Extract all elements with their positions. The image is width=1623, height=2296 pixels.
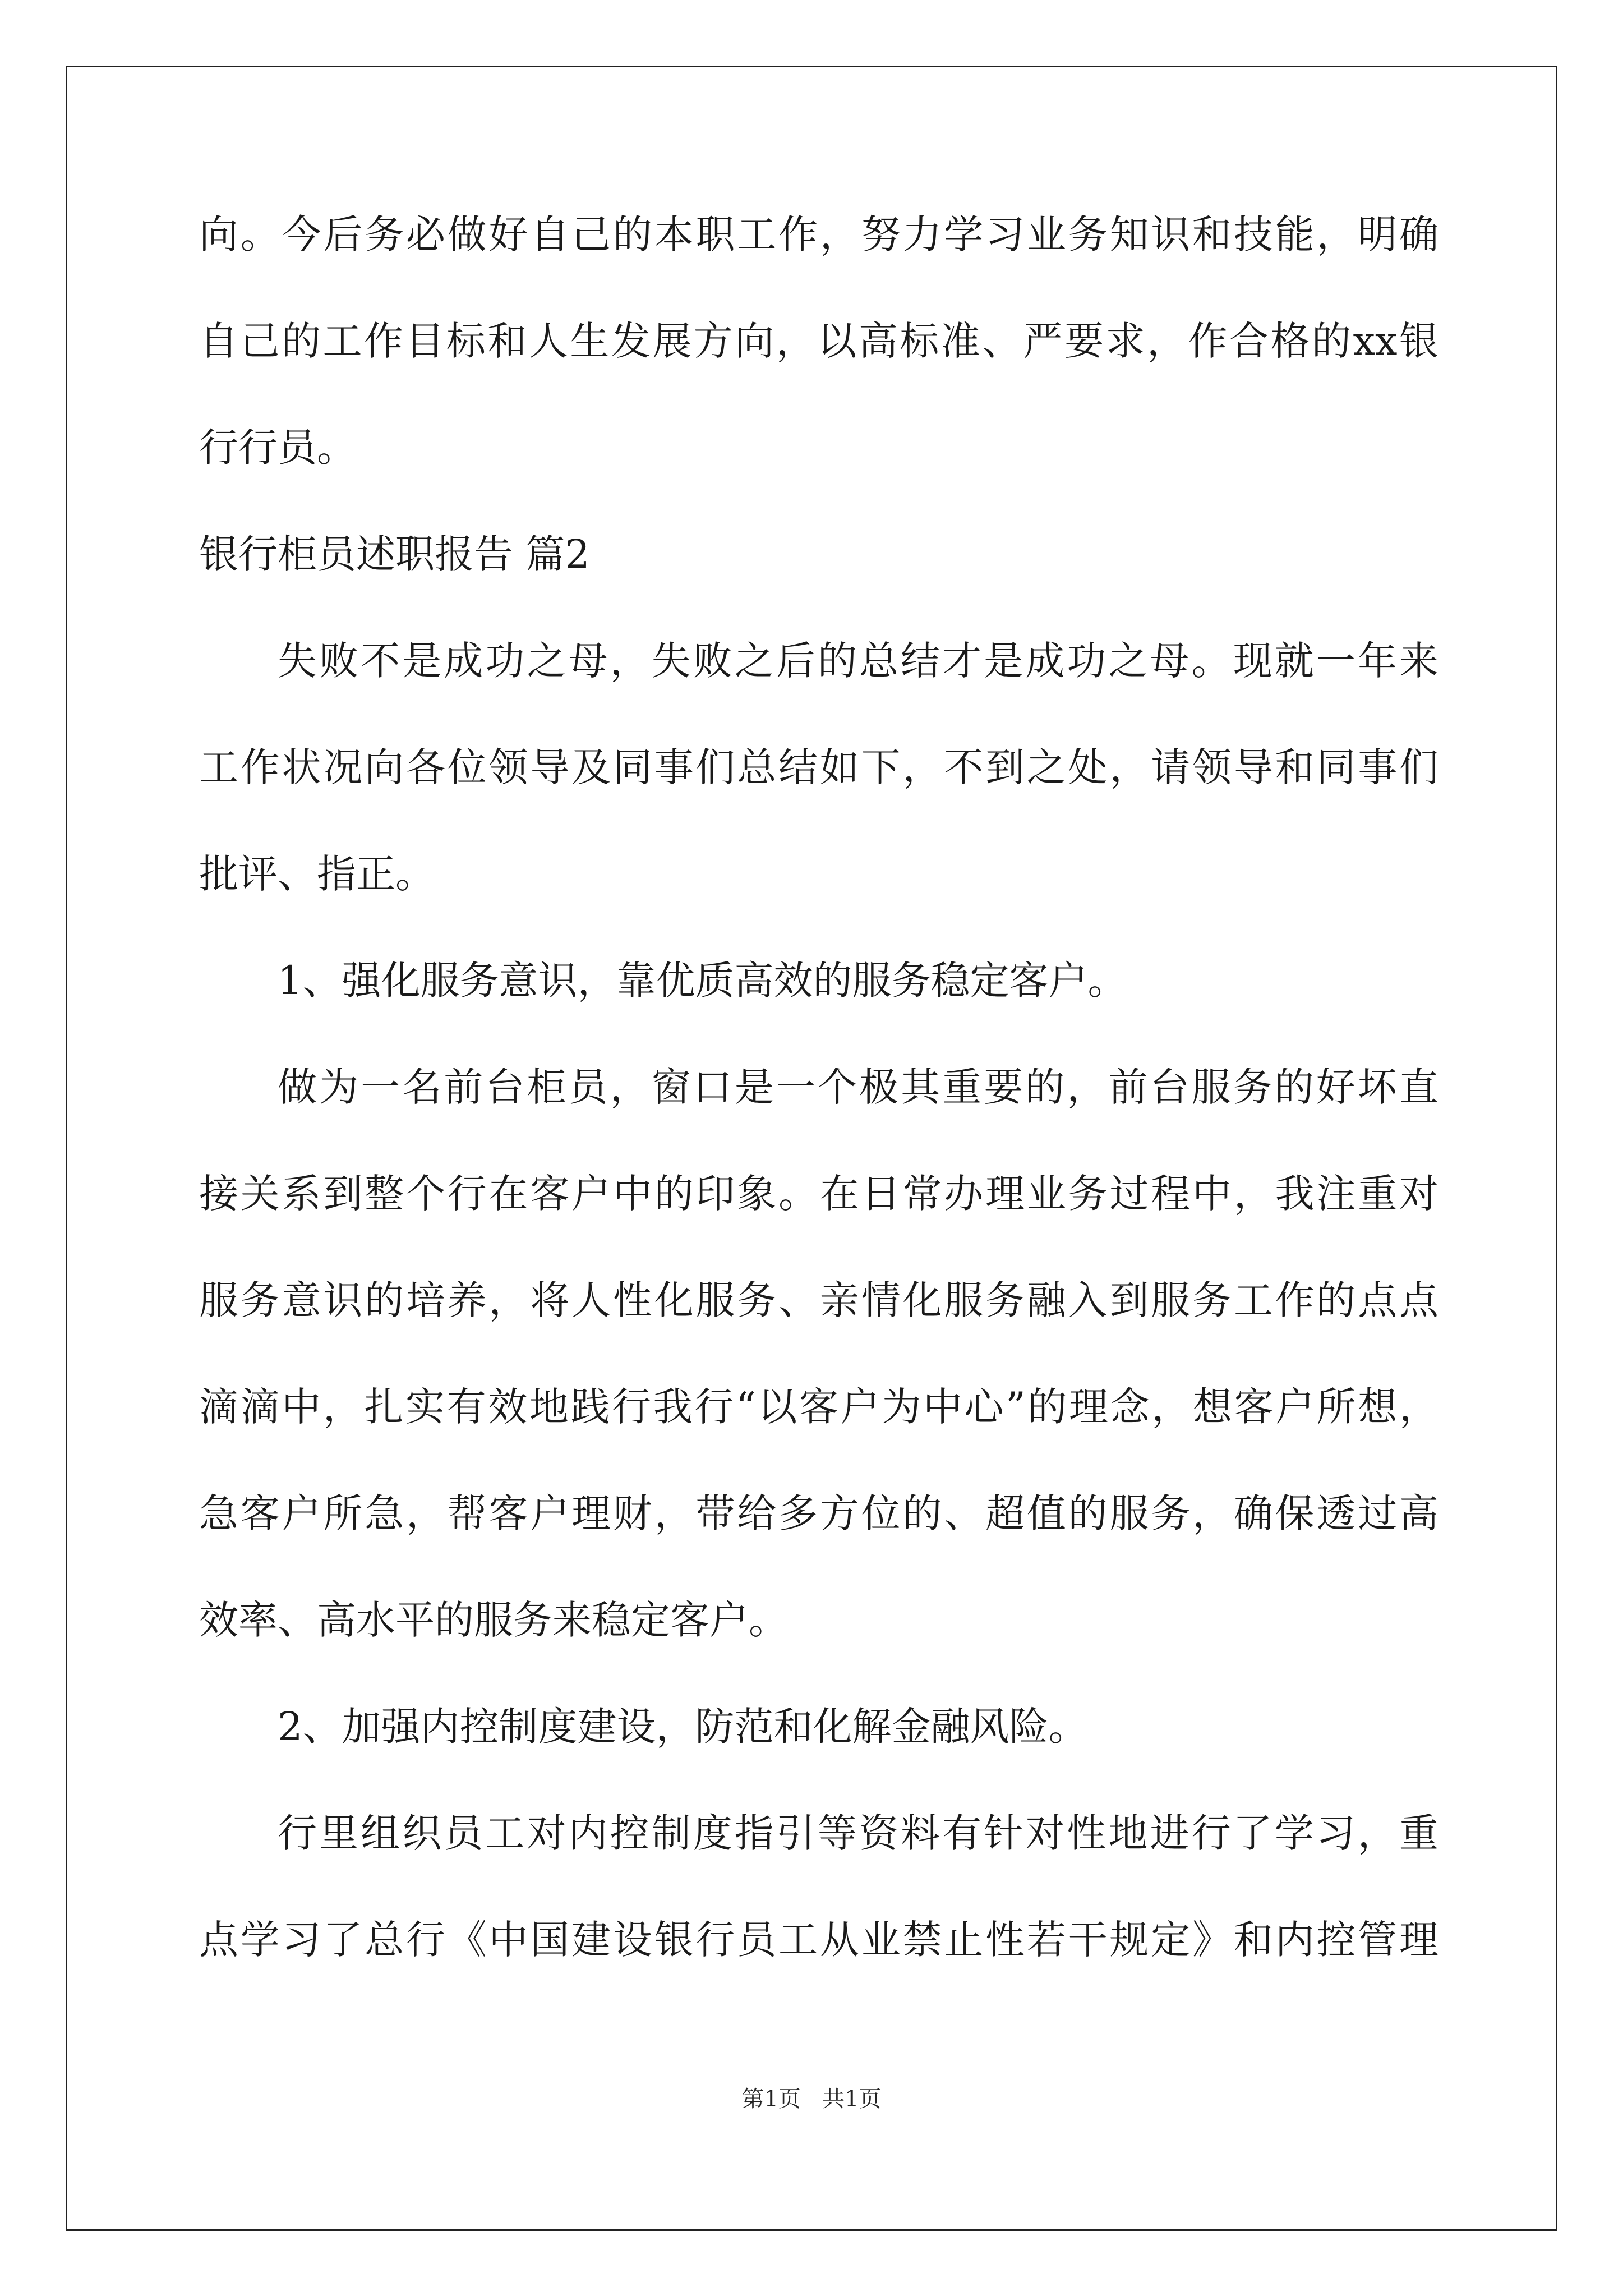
paragraph-line: 失败不是成功之母，失败之后的总结才是成功之母。现就一年来 [278,638,1438,684]
paragraph-line: 行里组织员工对内控制度指引等资料有针对性地进行了学习，重 [278,1810,1438,1856]
paragraph-line: 行行员。 [199,425,356,471]
paragraph-line: 点学习了总行《中国建设银行员工从业禁止性若干规定》和内控管理 [199,1917,1438,1963]
paragraph-line: 向。今后务必做好自己的本职工作，努力学习业务知识和技能，明确 [199,211,1438,257]
paragraph-line: 做为一名前台柜员，窗口是一个极其重要的，前台服务的好坏直 [278,1064,1438,1110]
paragraph-line: 接关系到整个行在客户中的印象。在日常办理业务过程中，我注重对 [199,1171,1438,1217]
list-item-heading: 1、强化服务意识，靠优质高效的服务稳定客户。 [278,958,1127,1004]
paragraph-line: 急客户所急，帮客户理财，带给多方位的、超值的服务，确保透过高 [199,1490,1438,1536]
paragraph-line: 自己的工作目标和人生发展方向，以高标准、严要求，作合格的xx银 [199,318,1438,364]
paragraph-line: 滴滴中，扎实有效地践行我行“以客户为中心”的理念，想客户所想， [199,1384,1438,1430]
list-item-heading: 2、加强内控制度建设，防范和化解金融风险。 [278,1704,1088,1750]
paragraph-line: 工作状况向各位领导及同事们总结如下，不到之处，请领导和同事们 [199,744,1438,790]
paragraph-line: 批评、指正。 [199,851,435,897]
section-heading: 银行柜员述职报告 篇2 [199,531,590,577]
page-border [66,66,1557,2231]
paragraph-line: 效率、高水平的服务来稳定客户。 [199,1597,788,1643]
paragraph-line: 服务意识的培养，将人性化服务、亲情化服务融入到服务工作的点点 [199,1277,1438,1323]
page-footer: 第1页 共1页 [741,2086,882,2112]
